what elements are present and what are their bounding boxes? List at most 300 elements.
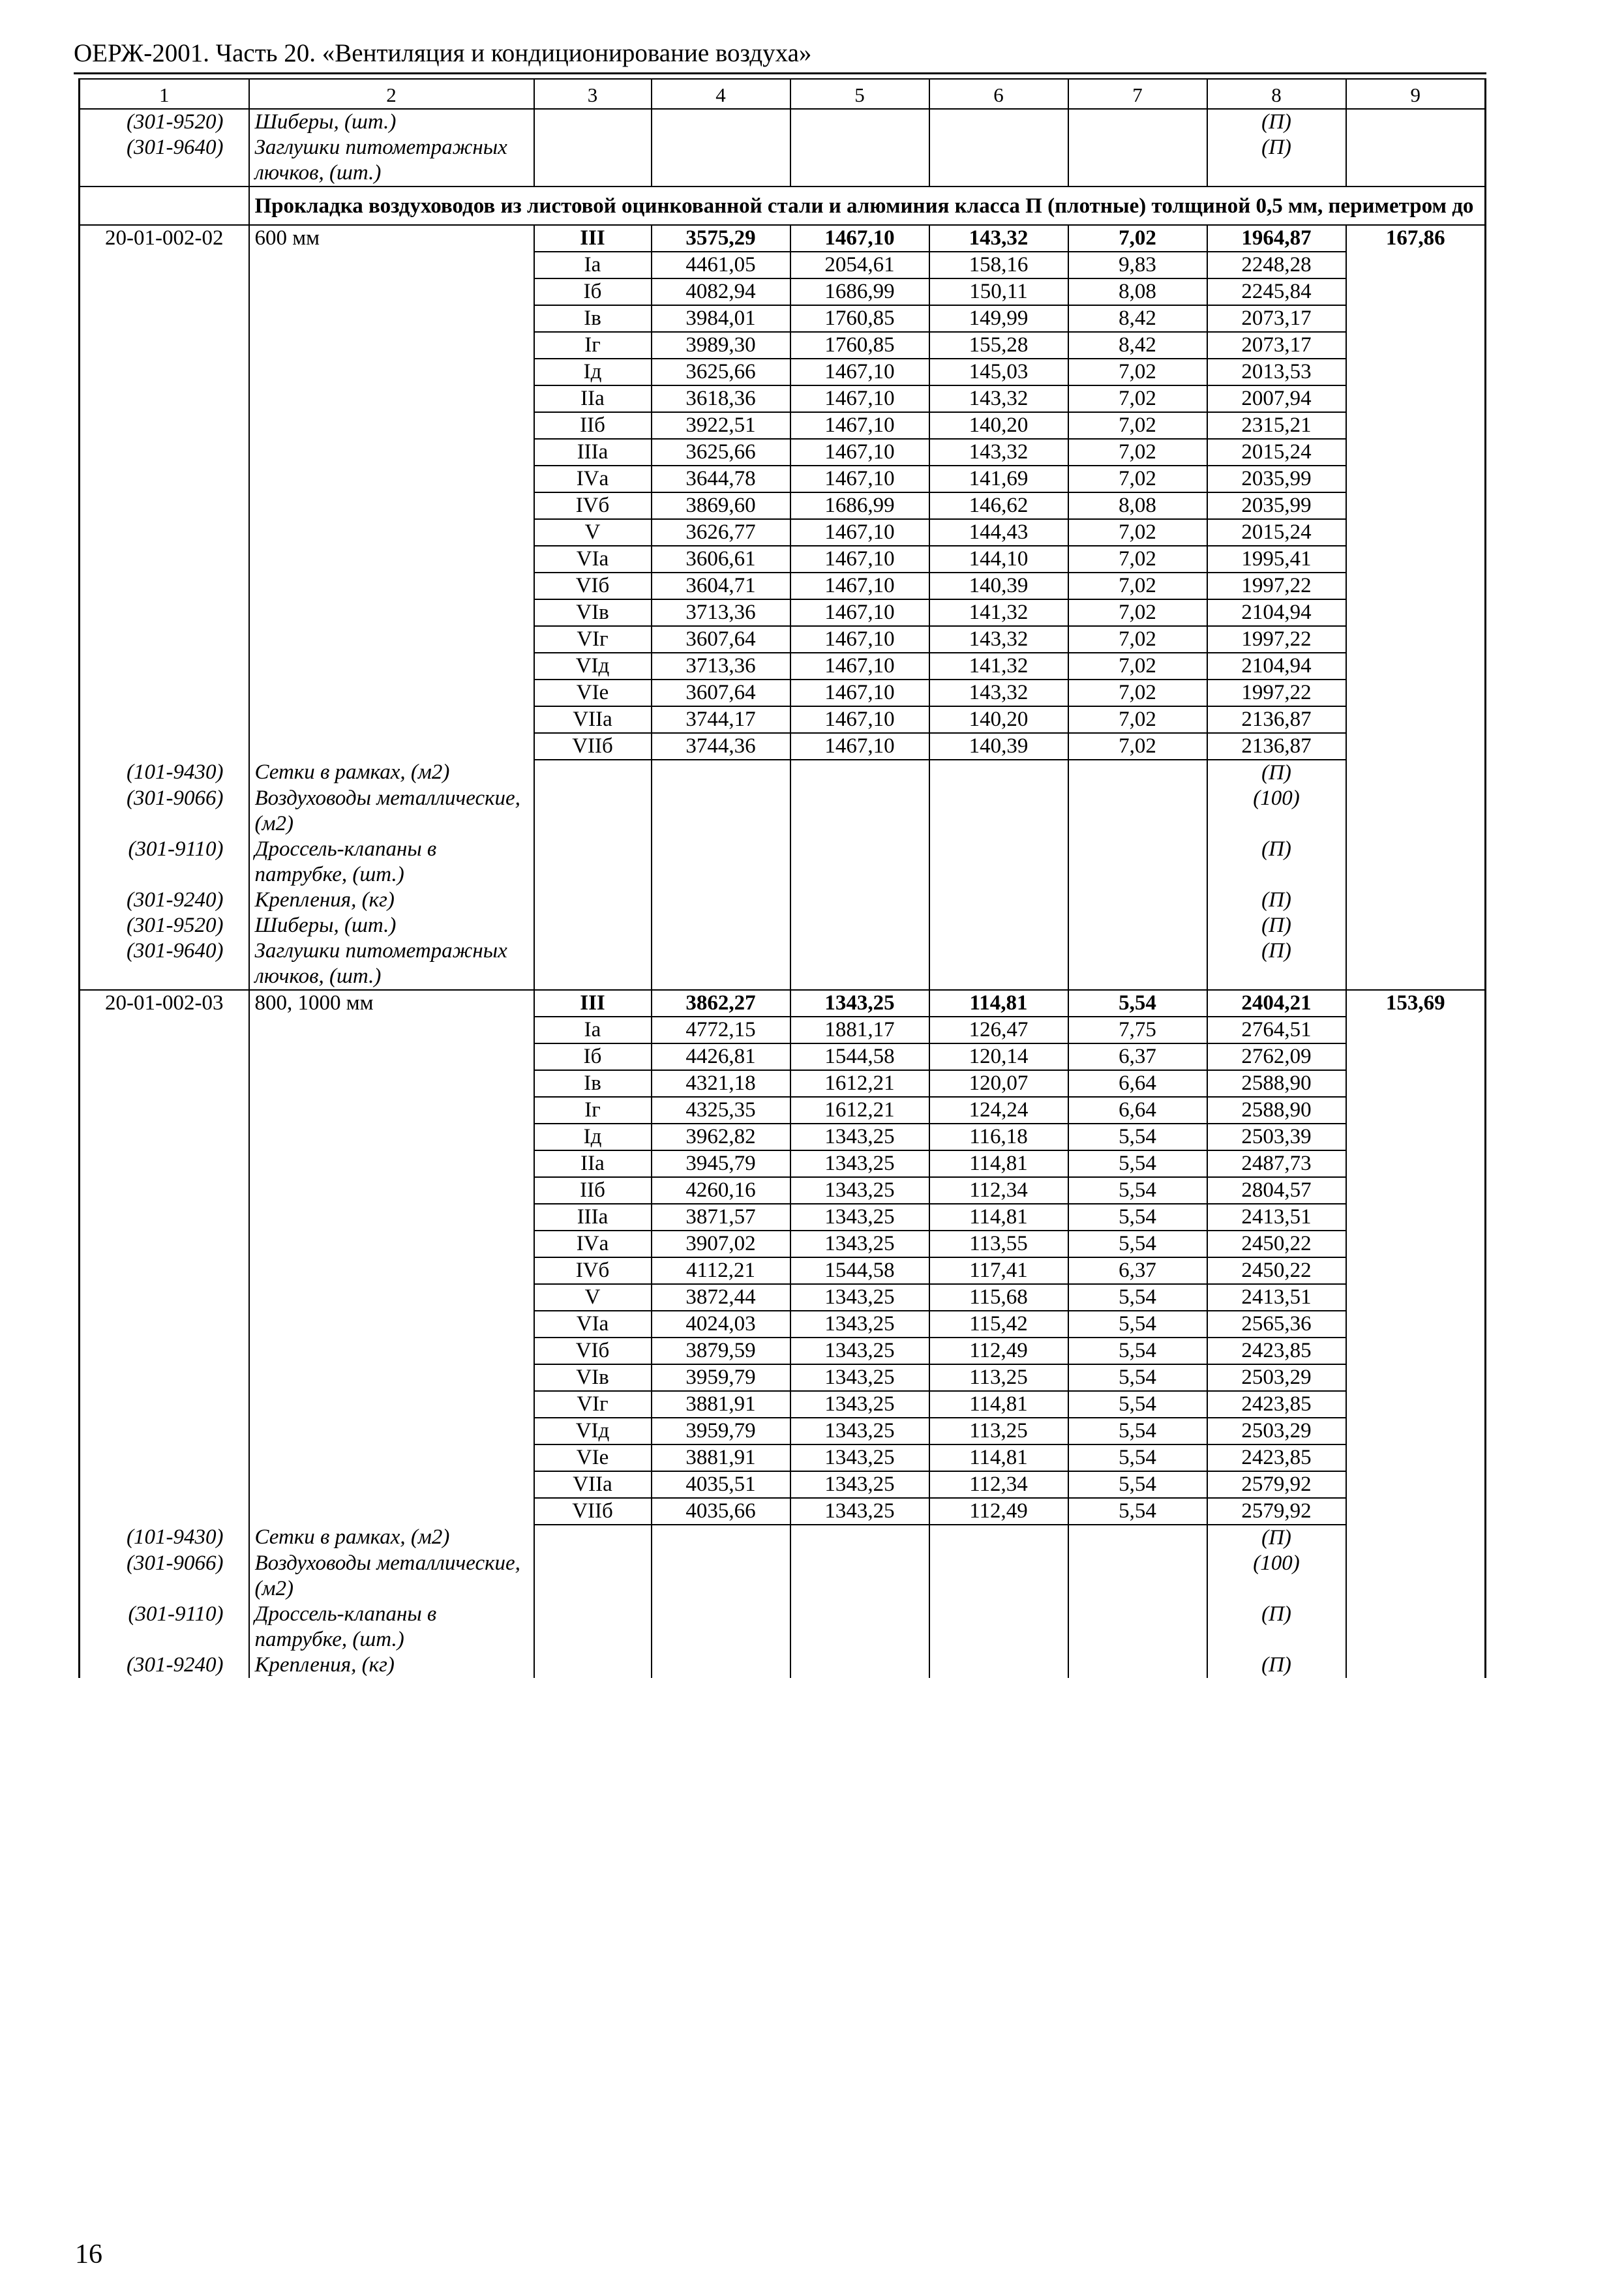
total-cell: 3644,78 <box>652 466 790 492</box>
empty-cell <box>249 680 534 706</box>
empty-cell <box>80 519 249 546</box>
zone-cell: Iа <box>534 1017 652 1043</box>
column-number: 9 <box>1346 79 1486 109</box>
empty-cell <box>1346 837 1486 888</box>
empty-cell <box>652 760 790 786</box>
zone-cell: III <box>534 990 652 1017</box>
material-name: Заглушки питометражных лючков, (шт.) <box>249 135 534 187</box>
rate-row <box>80 1284 1486 1311</box>
empty-cell <box>1346 1391 1486 1418</box>
item-name: 800, 1000 мм <box>249 990 534 1017</box>
empty-cell <box>80 1070 249 1097</box>
empty-cell <box>80 466 249 492</box>
zone-cell: VIд <box>534 1418 652 1444</box>
zone-cell: IIа <box>534 1150 652 1177</box>
materials-cell: 2588,90 <box>1207 1070 1346 1097</box>
total-cell: 3607,64 <box>652 680 790 706</box>
zone-cell: VIб <box>534 573 652 599</box>
column-number: 4 <box>652 79 790 109</box>
wages-cell: 1467,10 <box>790 599 929 626</box>
empty-cell <box>1068 837 1207 888</box>
empty-cell <box>80 1338 249 1364</box>
empty-cell <box>790 913 929 938</box>
empty-cell <box>249 1338 534 1364</box>
machines-cell: 141,32 <box>929 599 1068 626</box>
empty-cell <box>652 786 790 837</box>
material-name: Сетки в рамках, (м2) <box>249 760 534 786</box>
empty-cell <box>1346 1284 1486 1311</box>
total-cell: 3989,30 <box>652 332 790 359</box>
machinist_wages-cell: 8,42 <box>1068 332 1207 359</box>
empty-cell <box>249 1017 534 1043</box>
machinist_wages-cell: 7,02 <box>1068 653 1207 680</box>
empty-cell <box>80 1471 249 1498</box>
empty-cell <box>249 1204 534 1231</box>
empty-cell <box>534 760 652 786</box>
empty-cell <box>1346 1177 1486 1204</box>
empty-cell <box>1346 305 1486 332</box>
empty-cell <box>80 187 249 225</box>
total-cell: 3945,79 <box>652 1150 790 1177</box>
empty-cell <box>1346 680 1486 706</box>
zone-cell: V <box>534 519 652 546</box>
wages-cell: 1467,10 <box>790 225 929 252</box>
materials-cell: 2503,29 <box>1207 1364 1346 1391</box>
zone-cell: Iд <box>534 1124 652 1150</box>
total-cell: 4024,03 <box>652 1311 790 1338</box>
materials-cell: 2503,29 <box>1207 1418 1346 1444</box>
empty-cell <box>80 1391 249 1418</box>
material-name: Шиберы, (шт.) <box>249 913 534 938</box>
empty-cell <box>1346 1498 1486 1525</box>
zone-cell: VIIа <box>534 706 652 733</box>
machines-cell: 140,20 <box>929 412 1068 439</box>
rate-row <box>80 1311 1486 1338</box>
material-row <box>80 913 1486 938</box>
rate-row <box>80 278 1486 305</box>
empty-cell <box>249 1070 534 1097</box>
machinist_wages-cell: 5,54 <box>1068 990 1207 1017</box>
zone-cell: VIв <box>534 599 652 626</box>
empty-cell <box>1346 278 1486 305</box>
column-number: 6 <box>929 79 1068 109</box>
machines-cell: 113,25 <box>929 1364 1068 1391</box>
zone-cell: V <box>534 1284 652 1311</box>
wages-cell: 1686,99 <box>790 492 929 519</box>
empty-cell <box>1346 109 1486 135</box>
wages-cell: 1343,25 <box>790 1418 929 1444</box>
empty-cell <box>1346 546 1486 573</box>
machines-cell: 114,81 <box>929 1444 1068 1471</box>
total-cell: 4112,21 <box>652 1257 790 1284</box>
zone-cell: VIа <box>534 1311 652 1338</box>
machines-cell: 126,47 <box>929 1017 1068 1043</box>
empty-cell <box>80 1124 249 1150</box>
materials-cell: 2588,90 <box>1207 1097 1346 1124</box>
empty-cell <box>249 1231 534 1257</box>
empty-cell <box>790 760 929 786</box>
machines-cell: 146,62 <box>929 492 1068 519</box>
empty-cell <box>1346 733 1486 760</box>
material-qty: (100) <box>1207 786 1346 837</box>
wages-cell: 1467,10 <box>790 706 929 733</box>
empty-cell <box>249 706 534 733</box>
wages-cell: 1612,21 <box>790 1097 929 1124</box>
materials-cell: 2423,85 <box>1207 1338 1346 1364</box>
materials-cell: 2762,09 <box>1207 1043 1346 1070</box>
total-cell: 3744,36 <box>652 733 790 760</box>
wages-cell: 1467,10 <box>790 359 929 385</box>
empty-cell <box>1068 1602 1207 1653</box>
machinist_wages-cell: 5,54 <box>1068 1231 1207 1257</box>
machinist_wages-cell: 7,02 <box>1068 706 1207 733</box>
machinist_wages-cell: 5,54 <box>1068 1338 1207 1364</box>
materials-cell: 2035,99 <box>1207 466 1346 492</box>
material-code: (301-9066) <box>80 786 249 837</box>
empty-cell <box>249 1150 534 1177</box>
empty-cell <box>249 1444 534 1471</box>
material-qty: (П) <box>1207 1525 1346 1551</box>
rate-row <box>80 1070 1486 1097</box>
empty-cell <box>1346 1231 1486 1257</box>
zone-cell: VIIб <box>534 1498 652 1525</box>
empty-cell <box>1346 706 1486 733</box>
empty-cell <box>1346 439 1486 466</box>
empty-cell <box>652 109 790 135</box>
material-name: Шиберы, (шт.) <box>249 109 534 135</box>
materials-cell: 2015,24 <box>1207 439 1346 466</box>
material-row <box>80 1653 1486 1678</box>
machinist_wages-cell: 8,42 <box>1068 305 1207 332</box>
materials-cell: 2579,92 <box>1207 1471 1346 1498</box>
machinist_wages-cell: 7,02 <box>1068 466 1207 492</box>
empty-cell <box>534 1551 652 1602</box>
empty-cell <box>929 1653 1068 1678</box>
empty-cell <box>80 653 249 680</box>
empty-cell <box>1346 412 1486 439</box>
empty-cell <box>249 599 534 626</box>
empty-cell <box>652 1653 790 1678</box>
zone-cell: Iг <box>534 332 652 359</box>
machines-cell: 114,81 <box>929 990 1068 1017</box>
labor-cell: 153,69 <box>1346 990 1486 1017</box>
empty-cell <box>1346 653 1486 680</box>
zone-cell: Iб <box>534 1043 652 1070</box>
empty-cell <box>1346 135 1486 187</box>
material-code: (301-9240) <box>80 888 249 913</box>
total-cell: 4426,81 <box>652 1043 790 1070</box>
empty-cell <box>1346 1043 1486 1070</box>
machinist_wages-cell: 5,54 <box>1068 1418 1207 1444</box>
rate-row <box>80 546 1486 573</box>
wages-cell: 1467,10 <box>790 680 929 706</box>
total-cell: 4035,66 <box>652 1498 790 1525</box>
empty-cell <box>1346 1097 1486 1124</box>
material-row <box>80 786 1486 837</box>
rate-row <box>80 1444 1486 1471</box>
materials-cell: 2423,85 <box>1207 1391 1346 1418</box>
empty-cell <box>1346 1551 1486 1602</box>
empty-cell <box>80 599 249 626</box>
machinist_wages-cell: 7,02 <box>1068 519 1207 546</box>
empty-cell <box>80 1284 249 1311</box>
empty-cell <box>652 135 790 187</box>
wages-cell: 1467,10 <box>790 573 929 599</box>
machines-cell: 143,32 <box>929 680 1068 706</box>
empty-cell <box>1346 1471 1486 1498</box>
material-row <box>80 1551 1486 1602</box>
machines-cell: 144,10 <box>929 546 1068 573</box>
total-cell: 3959,79 <box>652 1418 790 1444</box>
empty-cell <box>80 1043 249 1070</box>
machinist_wages-cell: 7,02 <box>1068 680 1207 706</box>
material-qty: (П) <box>1207 1602 1346 1653</box>
total-cell: 3959,79 <box>652 1364 790 1391</box>
rate-row <box>80 1150 1486 1177</box>
empty-cell <box>249 305 534 332</box>
column-number-row <box>80 79 1486 109</box>
material-row <box>80 109 1486 135</box>
material-qty: (П) <box>1207 888 1346 913</box>
material-name: Крепления, (кг) <box>249 888 534 913</box>
empty-cell <box>1346 626 1486 653</box>
zone-cell: IIб <box>534 412 652 439</box>
total-cell: 3626,77 <box>652 519 790 546</box>
wages-cell: 1343,25 <box>790 990 929 1017</box>
empty-cell <box>534 938 652 990</box>
total-cell: 4035,51 <box>652 1471 790 1498</box>
empty-cell <box>1346 1150 1486 1177</box>
machines-cell: 145,03 <box>929 359 1068 385</box>
empty-cell <box>1346 1602 1486 1653</box>
zone-cell: IVа <box>534 466 652 492</box>
machines-cell: 143,32 <box>929 439 1068 466</box>
materials-cell: 1995,41 <box>1207 546 1346 573</box>
machinist_wages-cell: 7,02 <box>1068 626 1207 653</box>
materials-cell: 2804,57 <box>1207 1177 1346 1204</box>
materials-cell: 2413,51 <box>1207 1204 1346 1231</box>
material-qty: (П) <box>1207 760 1346 786</box>
material-row <box>80 760 1486 786</box>
machines-cell: 140,39 <box>929 733 1068 760</box>
total-cell: 3862,27 <box>652 990 790 1017</box>
empty-cell <box>80 1204 249 1231</box>
zone-cell: Iб <box>534 278 652 305</box>
empty-cell <box>1068 760 1207 786</box>
empty-cell <box>80 573 249 599</box>
rate-row <box>80 412 1486 439</box>
empty-cell <box>1346 888 1486 913</box>
wages-cell: 1467,10 <box>790 519 929 546</box>
machinist_wages-cell: 6,37 <box>1068 1043 1207 1070</box>
material-code: (301-9110) <box>80 837 249 888</box>
empty-cell <box>1346 1017 1486 1043</box>
empty-cell <box>249 1043 534 1070</box>
materials-cell: 1997,22 <box>1207 573 1346 599</box>
empty-cell <box>929 837 1068 888</box>
material-code: (301-9520) <box>80 109 249 135</box>
empty-cell <box>249 1311 534 1338</box>
wages-cell: 1686,99 <box>790 278 929 305</box>
wages-cell: 1467,10 <box>790 626 929 653</box>
rate-row <box>80 1471 1486 1498</box>
material-code: (301-9640) <box>80 938 249 990</box>
machinist_wages-cell: 7,02 <box>1068 439 1207 466</box>
wages-cell: 1612,21 <box>790 1070 929 1097</box>
wages-cell: 1881,17 <box>790 1017 929 1043</box>
zone-cell: IVб <box>534 492 652 519</box>
empty-cell <box>1068 1551 1207 1602</box>
empty-cell <box>790 1653 929 1678</box>
empty-cell <box>80 252 249 278</box>
machinist_wages-cell: 5,54 <box>1068 1150 1207 1177</box>
machines-cell: 120,07 <box>929 1070 1068 1097</box>
machines-cell: 114,81 <box>929 1391 1068 1418</box>
empty-cell <box>249 385 534 412</box>
empty-cell <box>80 626 249 653</box>
empty-cell <box>929 1525 1068 1551</box>
materials-cell: 2104,94 <box>1207 653 1346 680</box>
rate-row <box>80 1338 1486 1364</box>
materials-cell: 2315,21 <box>1207 412 1346 439</box>
empty-cell <box>249 252 534 278</box>
empty-cell <box>1346 760 1486 786</box>
empty-cell <box>1346 1257 1486 1284</box>
machines-cell: 149,99 <box>929 305 1068 332</box>
empty-cell <box>80 1017 249 1043</box>
materials-cell: 2073,17 <box>1207 332 1346 359</box>
wages-cell: 1343,25 <box>790 1471 929 1498</box>
wages-cell: 1760,85 <box>790 305 929 332</box>
machines-cell: 124,24 <box>929 1097 1068 1124</box>
materials-cell: 2136,87 <box>1207 706 1346 733</box>
materials-cell: 2073,17 <box>1207 305 1346 332</box>
materials-cell: 2423,85 <box>1207 1444 1346 1471</box>
empty-cell <box>80 332 249 359</box>
column-number: 3 <box>534 79 652 109</box>
empty-cell <box>790 888 929 913</box>
empty-cell <box>1346 1418 1486 1444</box>
machinist_wages-cell: 6,37 <box>1068 1257 1207 1284</box>
rate-row <box>80 332 1486 359</box>
materials-cell: 1997,22 <box>1207 626 1346 653</box>
material-qty: (П) <box>1207 938 1346 990</box>
empty-cell <box>249 653 534 680</box>
total-cell: 3871,57 <box>652 1204 790 1231</box>
machines-cell: 158,16 <box>929 252 1068 278</box>
labor-cell: 167,86 <box>1346 225 1486 252</box>
zone-cell: VIд <box>534 653 652 680</box>
empty-cell <box>790 1525 929 1551</box>
rate-row <box>80 252 1486 278</box>
machines-cell: 112,34 <box>929 1471 1068 1498</box>
section-title: Прокладка воздуховодов из листовой оцинкованной стали и алюминия класса П (плотные) толщиной 0,5 мм, периметром до <box>249 187 1486 225</box>
rate-row <box>80 573 1486 599</box>
machinist_wages-cell: 9,83 <box>1068 252 1207 278</box>
rate-row <box>80 653 1486 680</box>
rate-row <box>80 385 1486 412</box>
empty-cell <box>80 412 249 439</box>
empty-cell <box>1068 786 1207 837</box>
material-name: Воздуховоды металлические, (м2) <box>249 1551 534 1602</box>
machinist_wages-cell: 8,08 <box>1068 492 1207 519</box>
zone-cell: Iв <box>534 1070 652 1097</box>
empty-cell <box>929 913 1068 938</box>
rate-row <box>80 1177 1486 1204</box>
empty-cell <box>929 888 1068 913</box>
material-code: (301-9640) <box>80 135 249 187</box>
materials-cell: 2565,36 <box>1207 1311 1346 1338</box>
material-name: Дроссель-клапаны в патрубке, (шт.) <box>249 1602 534 1653</box>
empty-cell <box>1346 938 1486 990</box>
wages-cell: 1343,25 <box>790 1444 929 1471</box>
material-name: Крепления, (кг) <box>249 1653 534 1678</box>
machines-cell: 112,49 <box>929 1498 1068 1525</box>
rates-table <box>78 78 1486 1678</box>
empty-cell <box>534 109 652 135</box>
wages-cell: 2054,61 <box>790 252 929 278</box>
materials-cell: 2245,84 <box>1207 278 1346 305</box>
machinist_wages-cell: 5,54 <box>1068 1391 1207 1418</box>
empty-cell <box>1346 492 1486 519</box>
machines-cell: 113,25 <box>929 1418 1068 1444</box>
empty-cell <box>534 913 652 938</box>
item-code: 20-01-002-02 <box>80 225 249 252</box>
material-code: (301-9110) <box>80 1602 249 1653</box>
empty-cell <box>1346 913 1486 938</box>
empty-cell <box>1068 938 1207 990</box>
empty-cell <box>534 1602 652 1653</box>
empty-cell <box>652 1525 790 1551</box>
empty-cell <box>1346 466 1486 492</box>
machines-cell: 115,68 <box>929 1284 1068 1311</box>
empty-cell <box>249 519 534 546</box>
rate-row <box>80 733 1486 760</box>
machines-cell: 114,81 <box>929 1150 1068 1177</box>
zone-cell: VIг <box>534 626 652 653</box>
empty-cell <box>1346 1338 1486 1364</box>
machines-cell: 120,14 <box>929 1043 1068 1070</box>
empty-cell <box>652 913 790 938</box>
empty-cell <box>534 1653 652 1678</box>
machinist_wages-cell: 7,02 <box>1068 359 1207 385</box>
materials-cell: 2104,94 <box>1207 599 1346 626</box>
rate-row <box>80 225 1486 252</box>
empty-cell <box>249 492 534 519</box>
empty-cell <box>249 278 534 305</box>
empty-cell <box>249 359 534 385</box>
empty-cell <box>790 135 929 187</box>
empty-cell <box>929 938 1068 990</box>
material-qty: (П) <box>1207 1653 1346 1678</box>
zone-cell: IVб <box>534 1257 652 1284</box>
material-row <box>80 837 1486 888</box>
wages-cell: 1343,25 <box>790 1177 929 1204</box>
empty-cell <box>1346 1525 1486 1551</box>
zone-cell: Iв <box>534 305 652 332</box>
machines-cell: 141,32 <box>929 653 1068 680</box>
empty-cell <box>80 1257 249 1284</box>
rate-row <box>80 1364 1486 1391</box>
material-row <box>80 1525 1486 1551</box>
zone-cell: VIе <box>534 680 652 706</box>
empty-cell <box>534 888 652 913</box>
empty-cell <box>80 1177 249 1204</box>
materials-cell: 2579,92 <box>1207 1498 1346 1525</box>
zone-cell: Iг <box>534 1097 652 1124</box>
total-cell: 4260,16 <box>652 1177 790 1204</box>
materials-cell: 2404,21 <box>1207 990 1346 1017</box>
